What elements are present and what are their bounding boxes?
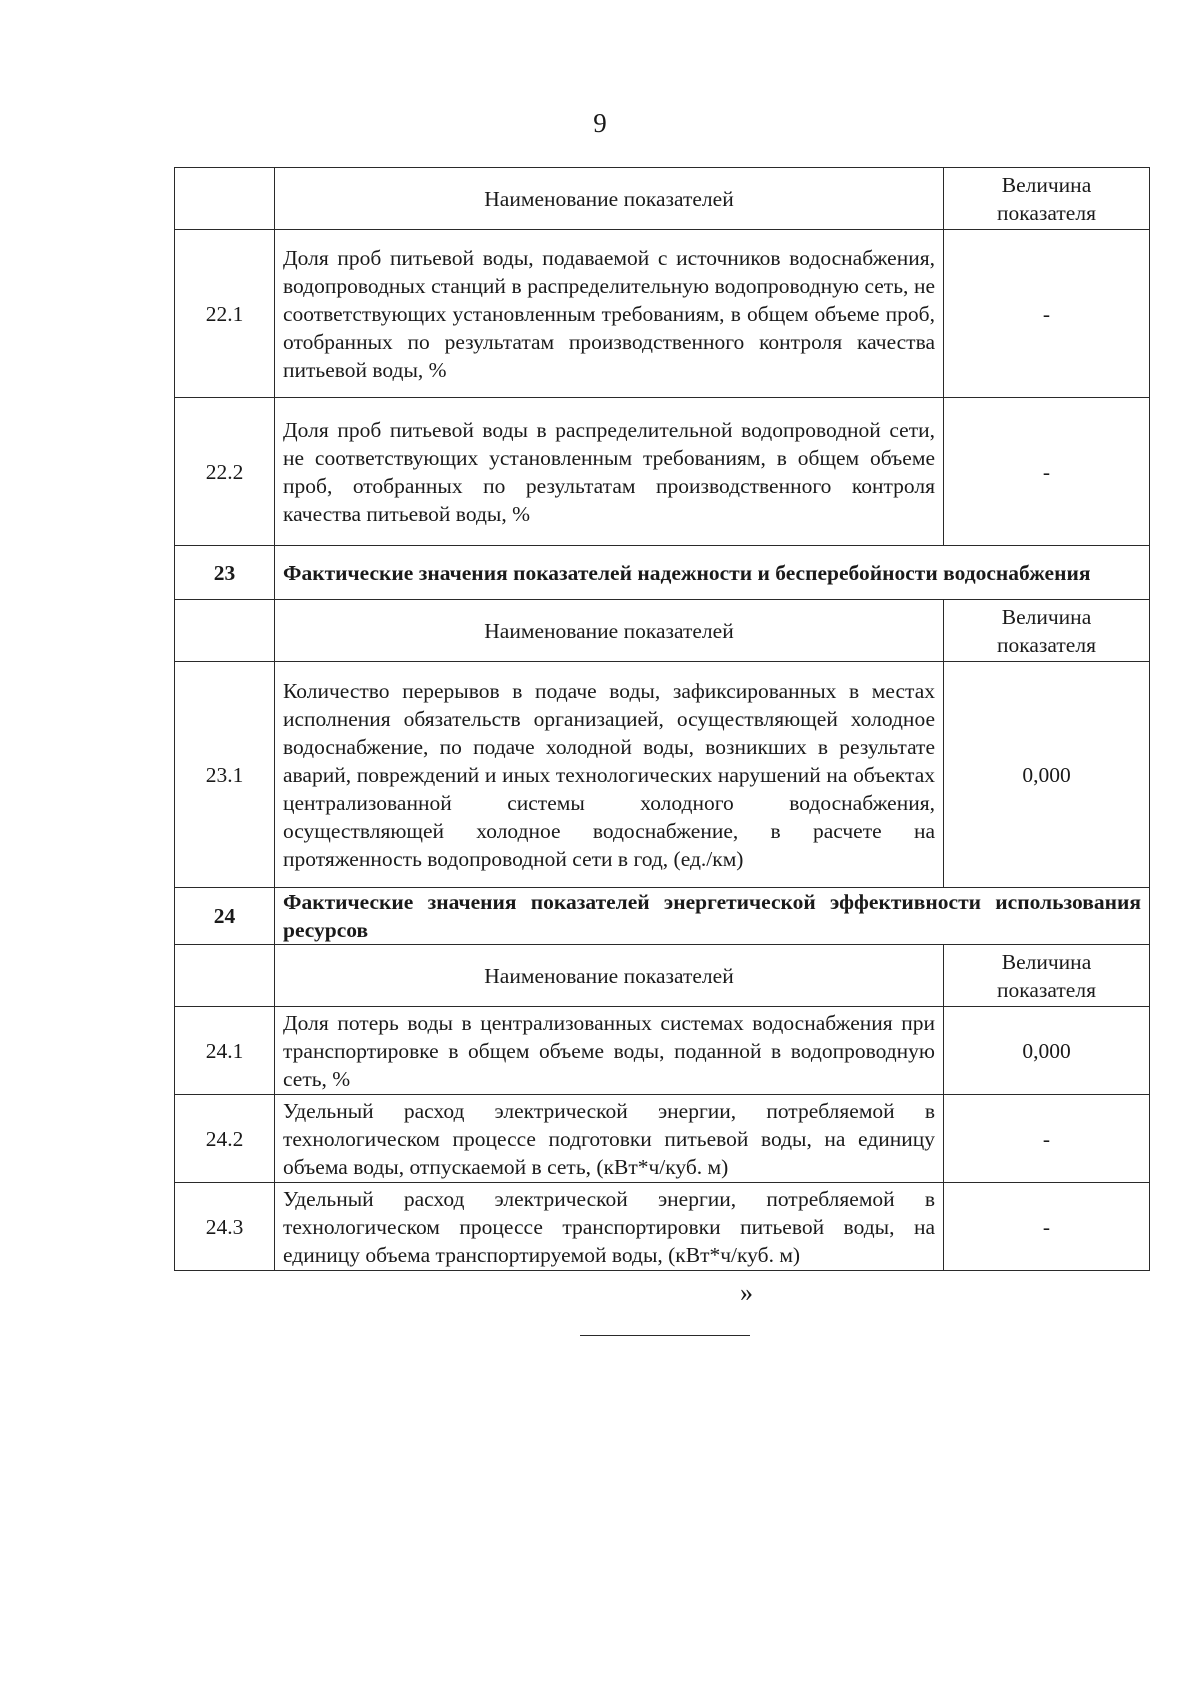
- table-header-row: [175, 168, 1150, 230]
- end-divider-line: [580, 1335, 750, 1336]
- row-description: Доля проб питьевой воды в распределительной водопроводной сети, не соответствующих установленным требованиям, в общем объеме проб, отобранных по результатам производственного контроля качества питьевой воды, %: [275, 398, 944, 546]
- row-value: 0,000: [944, 1007, 1150, 1095]
- row-value: -: [944, 398, 1150, 546]
- row-value: -: [944, 1095, 1150, 1183]
- header-value-cell: Величина показателя: [944, 600, 1150, 662]
- section-number: 24: [175, 888, 275, 945]
- row-number: 22.1: [175, 230, 275, 398]
- table-row: [175, 662, 1150, 888]
- closing-quote-mark: »: [740, 1278, 753, 1307]
- row-number: 24.2: [175, 1095, 275, 1183]
- indicators-table: [174, 167, 1150, 1271]
- header-name-cell: Наименование показателей: [275, 945, 944, 1007]
- table-header-row: [175, 600, 1150, 662]
- row-description: Доля потерь воды в централизованных системах водоснабжения при транспортировке в общем объеме воды, поданной в водопроводную сеть, %: [275, 1007, 944, 1095]
- row-number: 24.1: [175, 1007, 275, 1095]
- section-title: Фактические значения показателей надежности и бесперебойности водоснабжения: [275, 546, 1150, 600]
- table-row: [175, 1095, 1150, 1183]
- row-description: Количество перерывов в подаче воды, зафиксированных в местах исполнения обязательств организацией, осуществляющей холодное водоснабжение, по подаче холодной воды, возникших в результате аварий, повреждений и иных технологических нарушений на объектах централизованной системы холодного водоснабжения, осуществляющей холодное водоснабжение, в расчете на протяженность водопроводной сети в год, (ед./км): [275, 662, 944, 888]
- section-row: [175, 888, 1150, 945]
- row-number: 24.3: [175, 1183, 275, 1271]
- row-number: 23.1: [175, 662, 275, 888]
- table-row: [175, 1007, 1150, 1095]
- header-num-cell: [175, 945, 275, 1007]
- section-row: [175, 546, 1150, 600]
- table-row: [175, 1183, 1150, 1271]
- row-value: -: [944, 1183, 1150, 1271]
- row-value: 0,000: [944, 662, 1150, 888]
- header-num-cell: [175, 168, 275, 230]
- row-description: Удельный расход электрической энергии, потребляемой в технологическом процессе подготовки питьевой воды, на единицу объема воды, отпускаемой в сеть, (кВт*ч/куб. м): [275, 1095, 944, 1183]
- row-description: Удельный расход электрической энергии, потребляемой в технологическом процессе транспортировки питьевой воды, на единицу объема транспортируемой воды, (кВт*ч/куб. м): [275, 1183, 944, 1271]
- row-description: Доля проб питьевой воды, подаваемой с источников водоснабжения, водопроводных станций в распределительную водопроводную сеть, не соответствующих установленным требованиям, в общем объеме проб, отобранных по результатам производственного контроля качества питьевой воды, %: [275, 230, 944, 398]
- table-row: [175, 230, 1150, 398]
- row-number: 22.2: [175, 398, 275, 546]
- section-number: 23: [175, 546, 275, 600]
- section-title: Фактические значения показателей энергетической эффективности использования ресурсов: [275, 888, 1150, 945]
- page-number: 9: [593, 108, 607, 138]
- header-num-cell: [175, 600, 275, 662]
- header-value-cell: Величина показателя: [944, 945, 1150, 1007]
- table-row: [175, 398, 1150, 546]
- header-value-cell: Величина показателя: [944, 168, 1150, 230]
- row-value: -: [944, 230, 1150, 398]
- table-header-row: [175, 945, 1150, 1007]
- header-name-cell: Наименование показателей: [275, 600, 944, 662]
- header-name-cell: Наименование показателей: [275, 168, 944, 230]
